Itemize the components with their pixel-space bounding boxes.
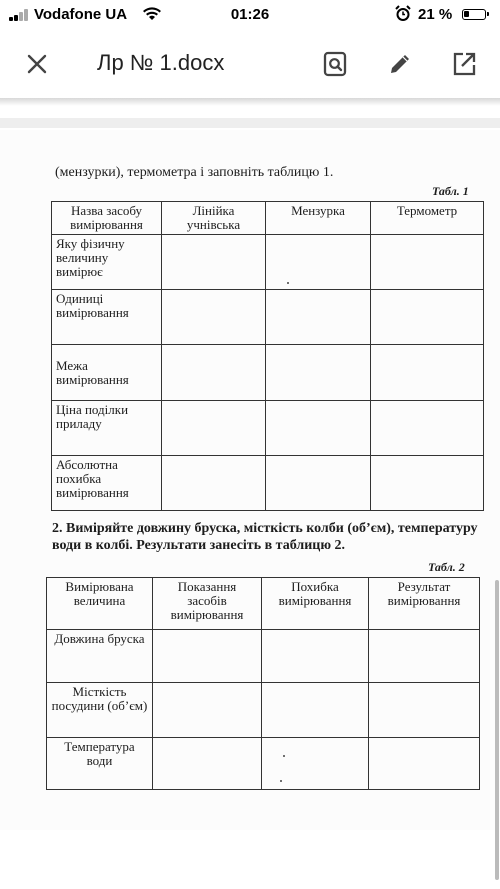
table-cell: [371, 345, 484, 401]
clock: 01:26: [230, 6, 270, 23]
document-title: Лр № 1.docx: [97, 50, 225, 75]
table-row: [52, 235, 484, 290]
table-row: [52, 456, 484, 511]
table-cell: [162, 290, 266, 345]
table-1: [51, 201, 484, 511]
pencil-icon[interactable]: [385, 49, 415, 79]
table-cell: [369, 630, 480, 683]
row-label: Температура води: [47, 738, 153, 790]
row-label: Місткість посудини (об’єм): [47, 683, 153, 738]
carrier-name: Vodafone UA: [34, 6, 128, 23]
table-cell: [369, 683, 480, 738]
table-cell: [266, 290, 371, 345]
toolbar-shadow: [0, 98, 500, 106]
table-2: [46, 577, 480, 790]
table-row: [47, 630, 480, 683]
intro-text: (мензурки), термометра і заповніть таблицю 1.: [55, 165, 334, 180]
table-header-cell: Термометр: [371, 202, 484, 235]
table-row: [52, 290, 484, 345]
table-header-cell: Показання засобів вимірювання: [153, 578, 262, 630]
table1-caption: Табл. 1: [432, 184, 469, 198]
table-header-cell: Лінійка учнівська: [162, 202, 266, 235]
table-cell: [162, 456, 266, 511]
table-cell: [371, 456, 484, 511]
table-cell: [262, 630, 369, 683]
table-cell: [162, 345, 266, 401]
table-cell: [162, 235, 266, 290]
alarm-icon: [395, 5, 411, 26]
table-header-row: [52, 202, 484, 235]
table-cell: [371, 290, 484, 345]
battery-icon: [462, 9, 486, 20]
row-label: Яку фізичну величину вимірює: [52, 235, 162, 290]
row-label: Одиниці вимірювання: [52, 290, 162, 345]
row-label: Абсолютна похибка вимірювання: [52, 456, 162, 511]
table-header-cell: Вимірювана величина: [47, 578, 153, 630]
table-cell: [162, 401, 266, 456]
table2-caption: Табл. 2: [428, 560, 465, 574]
table-cell: [266, 345, 371, 401]
close-icon[interactable]: [22, 49, 52, 79]
document-page: [0, 130, 500, 830]
table-cell: [371, 401, 484, 456]
table-cell: [266, 401, 371, 456]
document-search-icon[interactable]: [320, 49, 350, 79]
table-header-cell: Результат вимірювання: [369, 578, 480, 630]
table-cell: [262, 683, 369, 738]
table-header-cell: Мензурка: [266, 202, 371, 235]
table-header-row: [47, 578, 480, 630]
page-separator: [0, 118, 500, 128]
table-row: [47, 683, 480, 738]
row-label: Межа вимірювання: [52, 345, 162, 401]
table-cell: [262, 738, 369, 790]
table-header-cell: Назва засобу вимірювання: [52, 202, 162, 235]
print-speck: [280, 780, 282, 782]
table-cell: [153, 630, 262, 683]
table-row: [52, 401, 484, 456]
print-speck: [283, 755, 285, 757]
table-cell: [371, 235, 484, 290]
table-row: [52, 345, 484, 401]
battery-percent: 21 %: [418, 6, 453, 23]
scrollbar[interactable]: [495, 580, 499, 880]
app-toolbar: [0, 30, 500, 98]
status-bar: [0, 0, 500, 30]
table-row: [47, 738, 480, 790]
print-speck: [287, 282, 289, 284]
row-label: Ціна поділки приладу: [52, 401, 162, 456]
table-cell: [266, 456, 371, 511]
task-2-text: 2. Виміряйте довжину бруска, місткість колби (об’єм), температуру води в колбі. Результати занесіть в таблицю 2.: [52, 521, 478, 553]
document-viewer[interactable]: [0, 106, 500, 889]
table-cell: [369, 738, 480, 790]
table-cell: [153, 683, 262, 738]
open-external-icon[interactable]: [449, 49, 479, 79]
table-header-cell: Похибка вимірювання: [262, 578, 369, 630]
row-label: Довжина бруска: [47, 630, 153, 683]
table-cell: [266, 235, 371, 290]
table-cell: [153, 738, 262, 790]
